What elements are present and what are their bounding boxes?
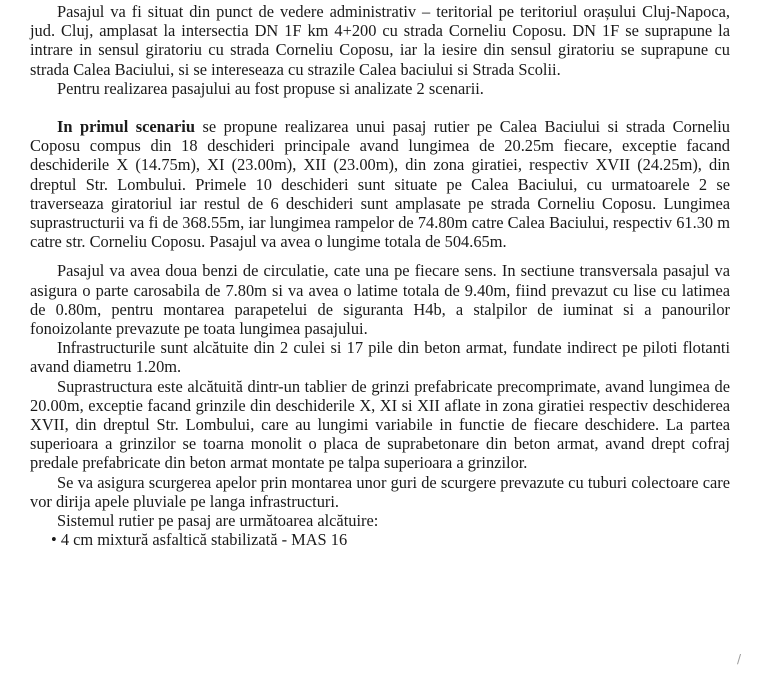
- corner-mark: /: [737, 652, 742, 666]
- paragraph-traffic-lanes: Pasajul va avea doua benzi de circulatie, cate una pe fiecare sens. In sectiune transversala pasajul va asigura o parte carosabila de 7.80m si va avea o latime totala de 9.40m, fiind prevazut cu lise cu latimea de 0.80m, pentru montarea parapetelui de siguranta H4b, a stalpilor de iuminat si a panourilor fonoizolante prevazute pe toata lungimea pasajului.: [30, 261, 730, 339]
- list-item: • 4 cm mixtură asfaltică stabilizată - MAS 16: [51, 530, 348, 550]
- bold-heading-first-scenario: In primul scenariu: [57, 117, 195, 137]
- document-body: [30, 2, 730, 549]
- paragraph-scenarios-intro: Pentru realizarea pasajului au fost propuse si analizate 2 scenarii.: [57, 78, 484, 98]
- paragraph-infrastructure: Infrastructurile sunt alcătuite din 2 culei si 17 pile din beton armat, fundate indirect pe piloti flotanti avand diametru 1.20m.: [30, 338, 730, 377]
- paragraph-superstructure: Suprastructura este alcătuită dintr-un tablier de grinzi prefabricate precomprimate, avand lungimea de 20.00m, exceptie facand grinzile din deschiderile X, XI si XII aflate in zona giratiei respectiv deschiderea XVII, din dreptul Str. Lombului, care au lungimi variabile in functie de fiecare deschidere. La partea superioara a grinzilor se toarna monolit o placa de suprabetonare din beton armat, avand drept cofraj predale prefabricate din beton armat montate pe talpa superioara a grinzilor.: [30, 376, 730, 473]
- paragraph-location: Pasajul va fi situat din punct de vedere administrativ – teritorial pe teritoriul orașului Cluj-Napoca, jud. Cluj, amplasat la intersectia DN 1F km 4+200 cu strada Corneliu Coposu. DN 1F se suprapune la intrare in sensul giratoriu cu strada Corneliu Coposu, iar la iesire din sensul giratoriu se suprapune cu strada Calea Baciului, si se intereseaza cu strazile Calea baciului si Strada Scolii.: [30, 2, 730, 79]
- paragraph-first-scenario: In primul scenariu se propune realizarea unui pasaj rutier pe Calea Baciului si strada Corneliu Coposu compus din 18 deschideri principale avand lungimea de 20.25m fiecare, exceptie facand deschiderile X (14.75m), XI (23.00m), XII (23.00m), din zona giratiei, respectiv XVII (24.25m), din dreptul Str. Lombului. Primele 10 deschideri sunt situate pe Calea Baciului, cu urmatoarele 2 se traverseaza giratoriul iar restul de 6 deschideri sunt amplasate pe strada Corneliu Coposu. Lungimea suprastructurii va fi de 368.55m, iar lungimea rampelor de 74.80m catre Calea Baciului, respectiv 61.30 m catre str. Corneliu Coposu. Pasajul va avea o lungime totala de 504.65m.: [30, 117, 730, 252]
- paragraph-drainage: Se va asigura scurgerea apelor prin montarea unor guri de scurgere prevazute cu tuburi colectoare care vor dirija apele pluviale pe langa infrastructuri.: [30, 472, 730, 511]
- bullet-icon: •: [51, 530, 57, 550]
- paragraph-road-system: Sistemul rutier pe pasaj are următoarea alcătuire:: [57, 511, 379, 531]
